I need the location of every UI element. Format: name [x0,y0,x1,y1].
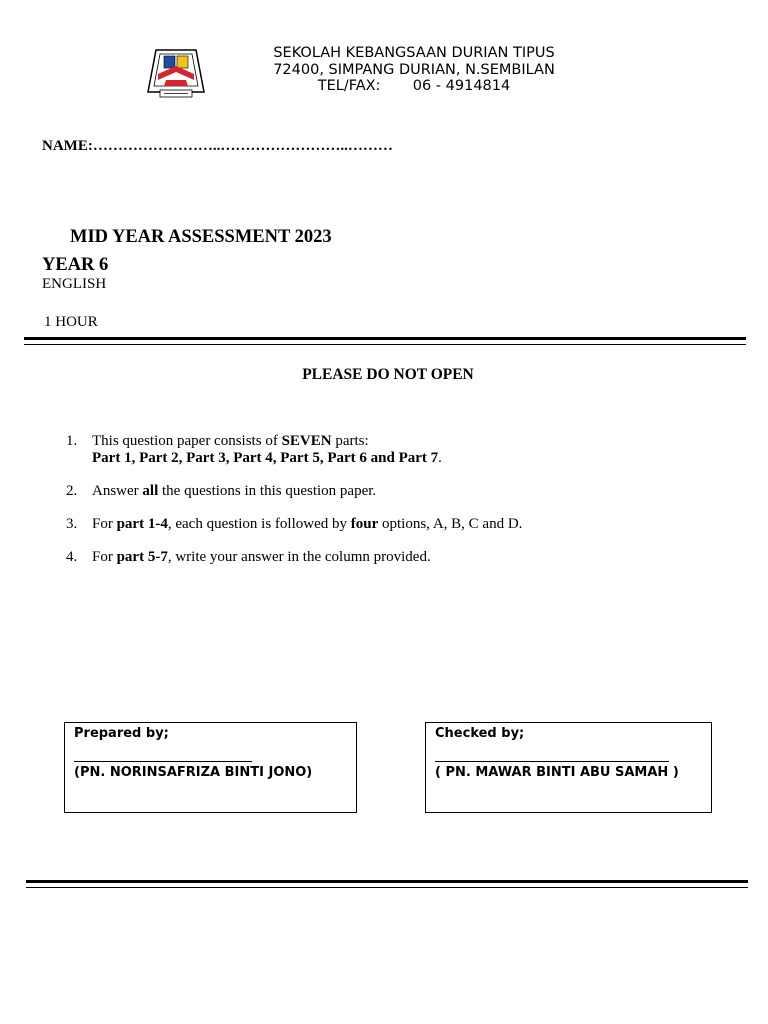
exam-year: YEAR 6 [42,255,109,275]
instructions-list [66,433,706,582]
instruction-emphasis: SEVEN [281,433,332,449]
divider-bottom-thin [26,887,748,888]
checked-by-name: ( PN. MAWAR BINTI ABU SAMAH ) [435,765,679,780]
instruction-text: Answer [92,483,143,499]
school-crest-icon [146,44,206,100]
instruction-parts: Part 1, Part 2, Part 3, Part 4, Part 5, Part 6 and Part 7 [92,450,439,466]
checked-by-label: Checked by; [435,726,525,741]
instruction-text: This question paper consists of [92,433,282,449]
instruction-text: , each question is followed by [167,516,351,532]
instruction-text: For [92,549,117,565]
signature-line [74,756,252,762]
divider-top-thin [24,344,746,345]
instruction-number: 1. [66,433,78,449]
signature-line [435,756,669,762]
instruction-text: the questions in this question paper. [158,483,377,499]
instruction-number: 2. [66,483,78,499]
instruction-number: 4. [66,549,78,565]
prepared-by-box [64,722,357,813]
exam-title: MID YEAR ASSESSMENT 2023 [70,227,332,247]
school-contact: TEL/FAX: 06 - 4914814 [317,78,511,94]
instruction-emphasis: all [142,483,159,499]
instruction-number: 3. [66,516,78,532]
name-field: NAME:……………………..……………………..……… [42,138,393,154]
instruction-emphasis: part 5-7 [116,549,168,565]
school-address: 72400, SIMPANG DURIAN, N.SEMBILAN [273,61,555,78]
school-header [200,45,628,95]
instruction-text: , write your answer in the column provided. [167,549,431,565]
instruction-text: options, A, B, C and D. [378,516,523,532]
instruction-item [66,549,706,566]
prepared-by-name: (PN. NORINSAFRIZA BINTI JONO) [74,765,313,780]
exam-duration: 1 HOUR [44,314,98,330]
divider-bottom [26,880,748,883]
exam-subject: ENGLISH [42,276,107,292]
notice-heading: PLEASE DO NOT OPEN [302,366,474,383]
school-name: SEKOLAH KEBANGSAAN DURIAN TIPUS [273,45,555,61]
instruction-item [66,483,706,500]
instruction-text: parts: [331,433,369,449]
divider-top [24,337,746,340]
instruction-emphasis: part 1-4 [116,516,168,532]
instruction-item [66,433,706,467]
instruction-text: . [438,450,442,466]
instruction-item [66,516,706,533]
checked-by-box [425,722,712,813]
prepared-by-label: Prepared by; [74,726,169,741]
instruction-emphasis: four [350,516,379,532]
instruction-text: For [92,516,117,532]
